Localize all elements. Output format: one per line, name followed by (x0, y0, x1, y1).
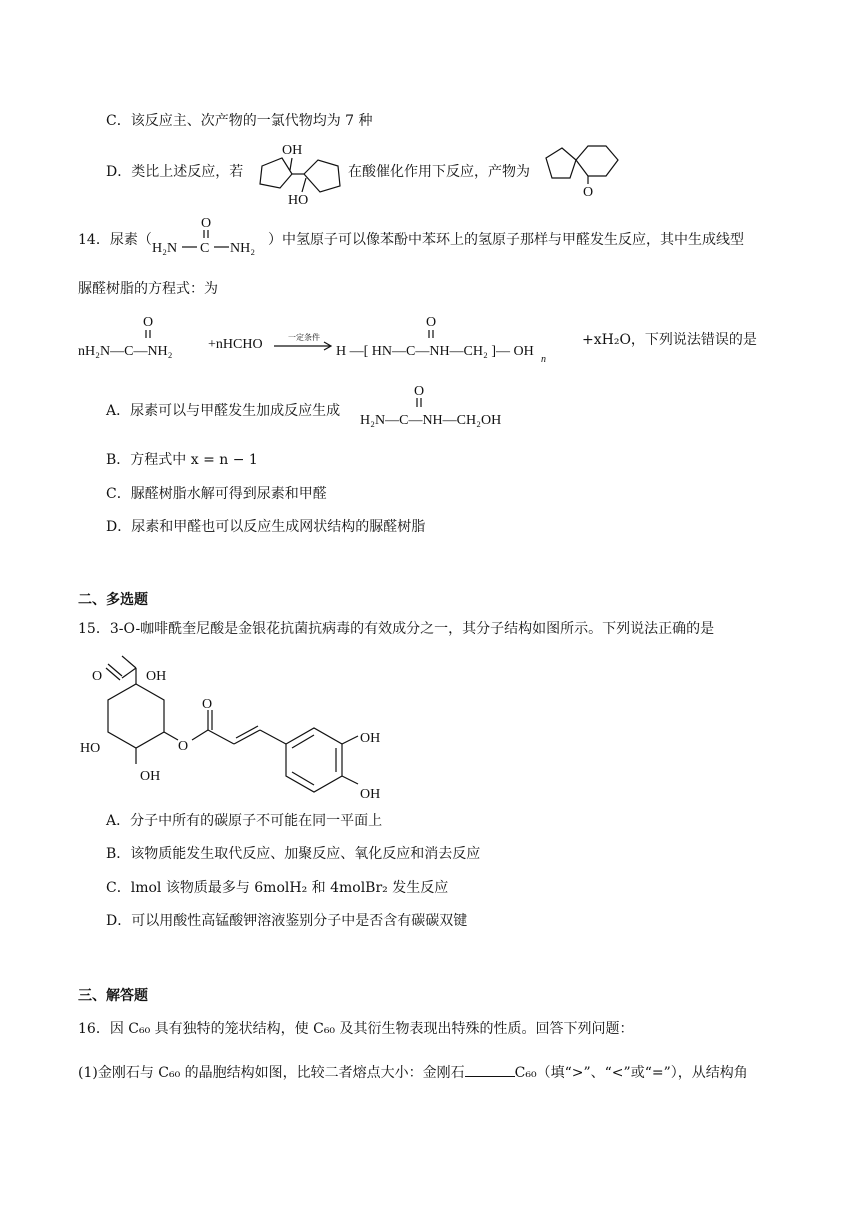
q16-stem: 16．因 C₆₀ 具有独特的笼状结构，使 C₆₀ 及其衍生物表现出特殊的性质。回答下列问题： (78, 1021, 634, 1037)
svg-text:H₂N: H₂N (152, 241, 178, 256)
q15-option-c: C．lmol 该物质最多与 6molH₂ 和 4molBr₂ 发生反应 (106, 880, 449, 896)
svg-text:O: O (202, 697, 213, 712)
q13-option-d-middle: 在酸催化作用下反应，产物为 (348, 164, 530, 180)
q15-option-a: A．分子中所有的碳原子不可能在同一平面上 (106, 813, 383, 829)
svg-text:NH₂: NH₂ (230, 241, 256, 256)
optA-product: H₂N—C—NH—CH₂OH (360, 413, 502, 428)
eq-condition: 一定条件 (288, 333, 320, 342)
mol-ketone-o: O (583, 185, 594, 196)
svg-text:OH: OH (360, 731, 381, 746)
caffeoylquinic-acid-structure (74, 648, 394, 806)
q16-part1-prefix: (1)金刚石与 C₆₀ 的晶胞结构如图，比较二者熔点大小：金刚石 (78, 1065, 465, 1081)
section-title-multiple-choice: 二、多选题 (78, 592, 148, 608)
q14-stem-line2: 脲醛树脂的方程式：为 (78, 281, 218, 297)
q14-option-c: C．脲醛树脂水解可得到尿素和甲醛 (106, 486, 327, 502)
svg-text:O: O (426, 315, 437, 330)
bicyclopentyl-diol-structure (252, 136, 352, 208)
q15-stem: 15．3-O-咖啡酰奎尼酸是金银花抗菌抗病毒的有效成分之一，其分子结构如图所示。下列说法正确的是 (78, 621, 715, 637)
svg-text:C: C (200, 241, 210, 256)
urea-structure (150, 212, 268, 264)
svg-text:O: O (178, 739, 189, 754)
mol-oh-top: OH (282, 143, 303, 158)
eq-formaldehyde: +nHCHO (208, 337, 263, 352)
svg-text:O: O (143, 315, 154, 330)
q13-option-d-prefix: D．类比上述反应，若 (106, 164, 244, 180)
svg-text:OH: OH (360, 787, 381, 802)
spiro-ketone-structure (540, 136, 624, 196)
hydroxymethylurea-structure (358, 380, 558, 432)
eq-product: H —[ HN—C—NH—CH₂ ]— OH (336, 344, 534, 359)
q13-option-c: C．该反应主、次产物的一氯代物均为 7 种 (106, 113, 373, 129)
q14-option-d: D．尿素和甲醛也可以反应生成网状结构的脲醛树脂 (106, 519, 426, 535)
q14-option-a: A．尿素可以与甲醛发生加成反应生成 (106, 403, 341, 419)
q16-part1 (78, 1062, 748, 1082)
eq-degree-n: n (541, 354, 546, 365)
eq-water-and-question: +xH₂O，下列说法错误的是 (582, 332, 757, 348)
svg-text:O: O (92, 669, 103, 684)
q14-stem-line1-suffix: ）中氢原子可以像苯酚中苯环上的氢原子那样与甲醛发生反应，其中生成线型 (268, 232, 744, 248)
q16-part1-suffix: C₆₀（填“>”、“<”或“=”），从结构角 (514, 1065, 748, 1081)
svg-text:O: O (414, 384, 425, 399)
svg-text:HO: HO (80, 741, 101, 756)
svg-text:O: O (201, 216, 212, 231)
eq-left-reactant: nH₂N—C—NH₂ (78, 344, 173, 359)
answer-blank[interactable] (465, 1062, 515, 1077)
mol-ho-bottom: HO (288, 193, 309, 208)
q14-stem-prefix: 14．尿素（ (78, 232, 152, 248)
svg-text:OH: OH (140, 769, 161, 784)
svg-text:OH: OH (146, 669, 167, 684)
q15-option-b: B．该物质能发生取代反应、加聚反应、氧化反应和消去反应 (106, 846, 481, 862)
section-title-answer: 三、解答题 (78, 988, 148, 1004)
q15-option-d: D．可以用酸性高锰酸钾溶液鉴别分子中是否含有碳碳双键 (106, 913, 468, 929)
q14-option-b: B．方程式中 x = n − 1 (106, 452, 258, 468)
